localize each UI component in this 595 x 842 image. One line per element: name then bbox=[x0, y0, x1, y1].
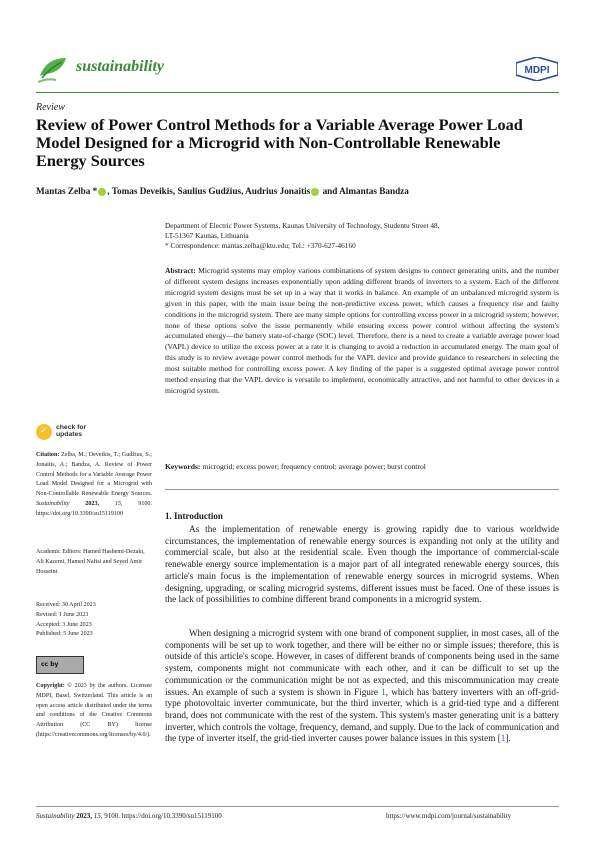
author-separator: , bbox=[241, 186, 246, 196]
citation-link[interactable]: 1 bbox=[500, 733, 506, 744]
section-divider bbox=[165, 489, 559, 490]
article-type: Review bbox=[36, 102, 65, 113]
journal-leaf-logo-icon bbox=[36, 52, 70, 86]
check-updates-label bbox=[56, 424, 86, 439]
article-title: Review of Power Control Methods for a Variable Average Power Load Model Designed for a Microgrid with Non-Controllable Renewable Energy Sources bbox=[36, 115, 523, 170]
citation-block bbox=[36, 451, 152, 520]
body-text-span: , which has battery inverters with an off-grid-type photovoltaic inverter communicate, but the third inverter, which is a grid-tied type and a different brand, does not communicate with the rest of the system. This system's master generating unit is a battery inverter, which controls the voltage, frequency, demand, and supply. Due to the lack of communication and the type of inverter itself, the grid-tied inverter causes power balance issues in this system [ bbox=[165, 686, 560, 744]
affiliation-line: LT-51367 Kaunas, Lithuania bbox=[165, 231, 249, 240]
date-accepted: Accepted: 3 June 2023 bbox=[36, 621, 92, 628]
citation-doi: , 9100. https://doi.org/10.3390/su15119100 bbox=[36, 500, 152, 517]
section-heading: 1. Introduction bbox=[165, 511, 223, 521]
author-list bbox=[36, 186, 559, 196]
copyright-label: Copyright: bbox=[36, 683, 65, 689]
footer-doi[interactable]: , 9100. https://doi.org/10.3390/su15119100 bbox=[100, 812, 222, 820]
citation-journal: Sustainability bbox=[36, 500, 70, 507]
mdpi-logo-text: MDPI bbox=[524, 65, 550, 76]
mdpi-logo-icon bbox=[516, 57, 558, 81]
check-updates-line: check for bbox=[56, 424, 87, 431]
date-revised: Revised: 1 June 2023 bbox=[36, 611, 89, 618]
author-name: Audrius Jonaitis bbox=[245, 186, 311, 196]
copyright-block bbox=[36, 682, 152, 741]
abstract-label: Abstract: bbox=[165, 266, 196, 275]
academic-editors: Academic Editors: Hamed Hashemi-Dezaki, Ali Kazemi, Hamed Nafisi and Seyed Amir Hosseini bbox=[36, 549, 145, 575]
footer-journal-url[interactable]: https://www.mdpi.com/journal/sustainability bbox=[386, 812, 512, 820]
copyright-text: © 2023 by the authors. Licensee MDPI, Basel, Switzerland. This article is an open access article distributed under the terms and conditions of the Creative Commons Attribution (CC BY) license (https://creativecommons.org/licenses/by/4.0/). bbox=[36, 683, 152, 738]
author-separator: and bbox=[320, 186, 340, 196]
footer-rule bbox=[36, 806, 559, 807]
footer-journal: Sustainability bbox=[36, 812, 75, 820]
citation-text: Zelba, M.; Deveikis, T.; Gudžius, S.; Jonaitis, A.; Bandza, A. Review of Power Control Methods for a Variable Average Power Load Model Designed for a Microgrid with Non-Controllable Renewable Energy Sources. bbox=[36, 452, 152, 498]
keywords-text: microgrid; excess power; frequency control; average power; burst control bbox=[202, 462, 426, 471]
author-name: Almantas Bandza bbox=[339, 186, 409, 196]
author-separator: , bbox=[107, 186, 112, 196]
dates-block bbox=[36, 601, 152, 640]
body-paragraph bbox=[165, 628, 559, 745]
date-published: Published: 5 June 2023 bbox=[36, 631, 93, 638]
affiliation-line: Department of Electric Power Systems, Kaunas University of Technology, Studentu Street 48, bbox=[165, 221, 440, 230]
journal-name: sustainability bbox=[76, 58, 165, 75]
keywords-label: Keywords: bbox=[165, 462, 201, 471]
keywords bbox=[165, 462, 559, 471]
footer-citation bbox=[36, 812, 222, 820]
citation-volume: 15 bbox=[114, 500, 121, 507]
author-separator: , bbox=[172, 186, 178, 196]
cc-badge-text: cc by bbox=[41, 661, 59, 668]
author-name: Mantas Zelba * bbox=[36, 186, 98, 196]
body-text-span: ]. bbox=[505, 733, 511, 744]
check-for-updates-button[interactable] bbox=[36, 424, 152, 446]
author-name: Saulius Gudžius bbox=[177, 186, 242, 196]
cc-by-license-icon[interactable] bbox=[36, 656, 84, 674]
citation-label: Citation: bbox=[36, 452, 60, 458]
body-text-span: When designing a microgrid system with one brand of component supplier, in most cases, all of the components will be set up to work together, and there will be either no or simple issues; therefore, this is outside of this article's scope. However, in cases of different brands of components being used in the same system, components might not communicate with each other, and it can be difficult to set up the communication or the communication might be not as expected, and this miscommunication may create issues. An example of such a system is shown in Figure bbox=[165, 628, 559, 697]
header-rule bbox=[36, 92, 559, 93]
date-received: Received: 30 April 2023 bbox=[36, 602, 96, 608]
check-updates-icon: ✓ bbox=[36, 424, 52, 440]
author-name: Tomas Deveikis bbox=[111, 186, 173, 196]
abstract-text: Microgrid systems may employ various combinations of system designs to connect generating units, and the number of different system designs increases exponentially upon adding different brands of inverters to a system. Each of the different microgrid system designs must be set up in a way that it works in balance. An example of an unbalanced microgrid system is given in this paper, with the main issue being the non-predictive excess power, which causes a frequency rise and faulty conditions in the microgrid system. There are many simple options for controlling excess power in a microgrid system; however, none of these options solve the issue permanently while ensuring excess power control without affecting the system's accumulated energy—the battery state-of-charge (SOC) level. Therefore, there is a need to create a variable average power load (VAPL) device to utilize the excess power at a rate it is changing to avoid a reduction in accumulated energy. The main goal of this study is to review average power control methods for the VAPL device and provide guidance to researchers in selecting the most suitable method for controlling excess power. A key finding of the paper is a suggested optimal average power control method ensuring that the VAPL device is versatile to implement, economically attractive, and not harmful to other devices in a microgrid system. bbox=[165, 266, 559, 395]
affiliation-block bbox=[165, 221, 559, 251]
footer-volume: 15 bbox=[93, 812, 101, 820]
figure-link[interactable]: 1 bbox=[381, 686, 386, 697]
orcid-icon[interactable] bbox=[311, 188, 319, 196]
footer-year: 2023, bbox=[74, 812, 94, 820]
citation-year: 2023, bbox=[69, 500, 115, 507]
correspondence: * Correspondence: mantas.zelba@ktu.edu; Tel.: +370-627-46160 bbox=[165, 241, 356, 250]
abstract bbox=[165, 266, 559, 397]
check-updates-line: updates bbox=[56, 431, 83, 439]
orcid-icon[interactable] bbox=[98, 188, 106, 196]
body-paragraph: As the implementation of renewable energy is growing rapidly due to various worldwide circumstances, the implementation of renewable energy sources is expanding not only at the utility and commercial scale, but also at the residential scale. Even though the importance of commercial-scale renewable energy source implementation is a major part of all integrated renewable energy sources, this article's main focus is the implementation of renewable energy sources in microgrid systems. When designing, upgrading, or scaling microgrid systems, different issues must be faced. One of these issues is the lack of possibilities to combine different brand components in a microgrid system. bbox=[165, 524, 559, 605]
